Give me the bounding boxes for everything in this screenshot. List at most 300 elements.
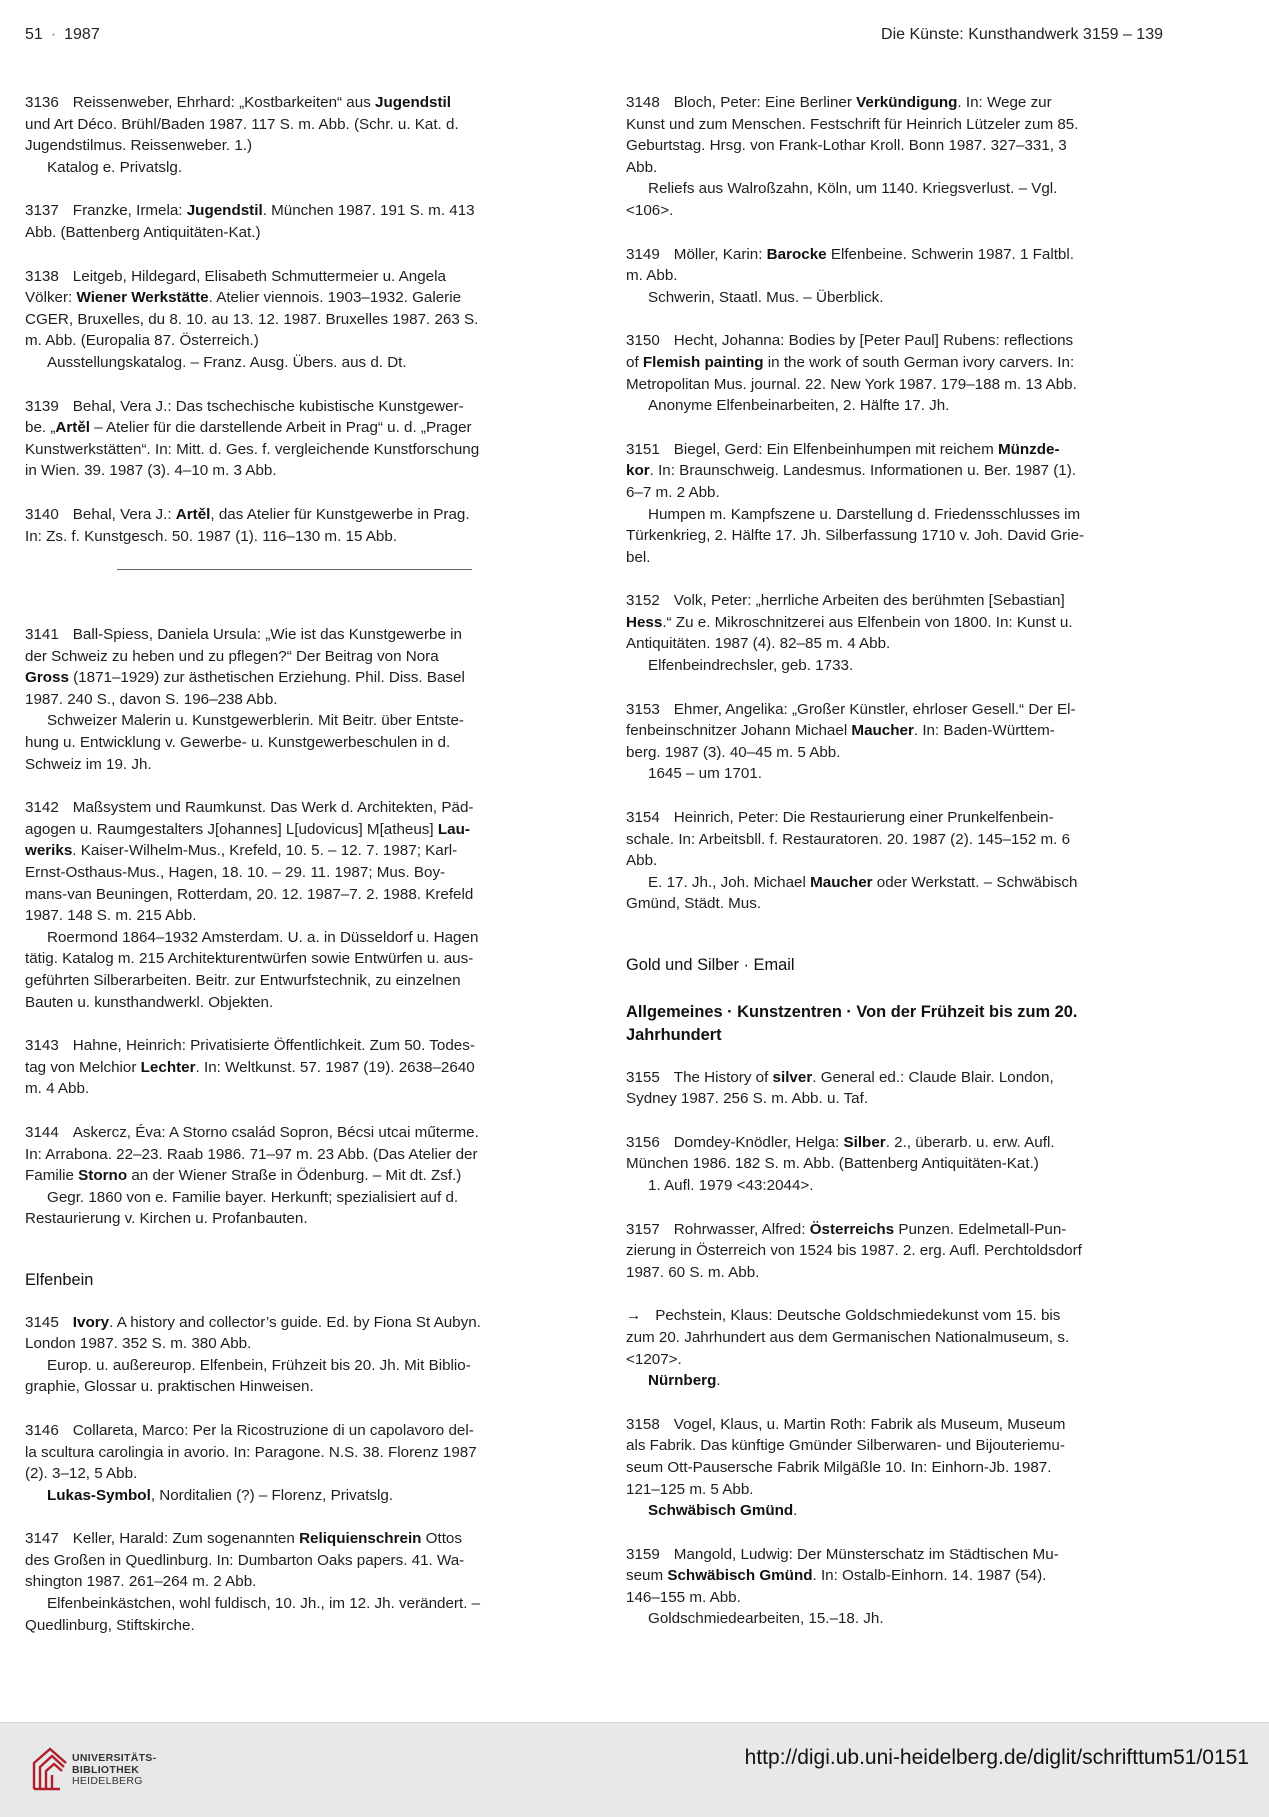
entry-number: 3140	[25, 505, 59, 523]
entry-line	[25, 1057, 561, 1079]
bibliography-entry	[25, 1035, 561, 1100]
text-run: (1871–1929) zur ästhetischen Erziehung. Phil. Diss. Basel	[68, 669, 465, 687]
entry-line	[25, 417, 561, 439]
entry-line	[626, 742, 1162, 764]
text-run: Bloch, Peter: Eine Berliner	[673, 94, 857, 111]
text-run: Ernst-Osthaus-Mus., Hagen, 18. 10. – 29. 11. 1987; Mus. Boy-	[25, 864, 446, 882]
bibliography-entry	[626, 1544, 1162, 1630]
keyword: Nürnberg	[648, 1372, 717, 1390]
entry-number: 3159	[626, 1545, 660, 1563]
text-run: . 2., überarb. u. erw. Aufl.	[885, 1133, 1055, 1151]
entry-annotation-continued: bel.	[626, 548, 651, 566]
entry-line	[25, 200, 561, 222]
keyword: Maucher	[851, 722, 914, 740]
entry-annotation: Anonyme Elfenbeinarbeiten, 2. Hälfte 17. Jh.	[648, 397, 950, 415]
keyword: Lechter	[140, 1058, 196, 1076]
entry-line	[25, 862, 561, 884]
entry-line	[25, 840, 561, 862]
entry-line	[626, 1349, 1162, 1371]
entry-annotation	[626, 1500, 1162, 1522]
keyword: Flemish painting	[642, 353, 764, 371]
entry-number: 3144	[25, 1123, 59, 1141]
text-run: Heinrich, Peter: Die Restaurierung einer Prunkelfenbein-	[673, 809, 1054, 827]
entry-line	[626, 1305, 1162, 1327]
keyword: kor	[626, 462, 650, 480]
left-column	[25, 92, 561, 1658]
text-run: Abb.	[626, 852, 658, 870]
text-run: Keller, Harald: Zum sogenannten	[72, 1530, 300, 1548]
entry-line	[626, 92, 1162, 114]
entry-line	[626, 699, 1162, 721]
keyword: Ivory	[72, 1313, 110, 1331]
entry-number: 3152	[626, 592, 660, 610]
text-run: Punzen. Edelmetall-Pun-	[894, 1220, 1067, 1238]
entry-line	[626, 1435, 1162, 1457]
entry-annotation-continued: tätig. Katalog m. 215 Architekturentwürfen sowie Entwürfen u. aus-	[25, 950, 474, 968]
text-run: berg. 1987 (3). 40–45 m. 5 Abb.	[626, 743, 841, 761]
entry-line	[25, 396, 561, 418]
entry-line	[626, 1240, 1162, 1262]
section-heading: Gold und Silber · Email	[626, 956, 795, 974]
text-run: schale. In: Arbeitsbll. f. Restauratoren. 20. 1987 (2). 145–152 m. 6	[626, 830, 1071, 848]
text-run: London 1987. 352 S. m. 380 Abb.	[25, 1335, 252, 1353]
text-run: seum	[626, 1567, 668, 1585]
text-run: . In: Ostalb-Einhorn. 14. 1987 (54).	[812, 1567, 1047, 1585]
text-run: zum 20. Jahrhundert aus dem Germanischen Nationalmuseum, s.	[626, 1328, 1070, 1346]
keyword: Storno	[78, 1167, 128, 1185]
page-header	[25, 26, 1163, 50]
text-run: Biegel, Gerd: Ein Elfenbeinhumpen mit reichem	[673, 440, 998, 458]
text-run: , das Atelier für Kunstgewerbe in Prag.	[210, 505, 470, 523]
entry-line	[25, 114, 561, 136]
text-run: Kunst und zum Menschen. Festschrift für Heinrich Lützeler zum 85.	[626, 115, 1079, 133]
text-run: 1987. 60 S. m. Abb.	[626, 1263, 760, 1281]
text-run: des Großen in Quedlinburg. In: Dumbarton Oaks papers. 41. Wa-	[25, 1551, 465, 1569]
entry-line	[626, 352, 1162, 374]
keyword: Wiener Werkstätte	[76, 289, 209, 307]
entry-annotation: Europ. u. außereurop. Elfenbein, Frühzeit bis 20. Jh. Mit Biblio-	[47, 1356, 471, 1374]
entry-line	[25, 1420, 561, 1442]
text-run: Abb. (Battenberg Antiquitäten-Kat.)	[25, 223, 261, 241]
entry-line	[626, 807, 1162, 829]
entry-line	[25, 624, 561, 646]
keyword: Verkündigung	[856, 94, 958, 111]
text-run: Volk, Peter: „herrliche Arbeiten des berühmten [Sebastian]	[673, 592, 1065, 610]
text-run: 146–155 m. Abb.	[626, 1588, 741, 1606]
text-run: Behal, Vera J.: Das tschechische kubistische Kunstgewer-	[72, 397, 464, 415]
section-heading: Elfenbein	[25, 1270, 94, 1289]
entry-line	[626, 135, 1162, 157]
text-run: als Fabrik. Das künftige Gmünder Silberwaren- und Bijouteriemu-	[626, 1437, 1065, 1455]
text-run: Geburtstag. Hrsg. von Frank-Lothar Kroll. Bonn 1987. 327–331, 3	[626, 137, 1067, 155]
bibliography-entry	[25, 624, 561, 775]
entry-line	[626, 374, 1162, 396]
text-run: Möller, Karin:	[673, 245, 767, 263]
text-run: Ehmer, Angelika: „Großer Künstler, ehrloser Gesell.“ Der El-	[673, 700, 1076, 718]
text-run: . In: Weltkunst. 57. 1987 (19). 2638–2640	[195, 1058, 475, 1076]
entry-annotation: 1645 – um 1701.	[648, 765, 762, 783]
entry-line	[626, 612, 1162, 634]
entry-number: 3138	[25, 267, 59, 285]
text-run: . München 1987. 191 S. m. 413	[262, 202, 475, 220]
right-column	[626, 92, 1162, 1652]
entry-line	[626, 1153, 1162, 1175]
text-run: in the work of south German ivory carvers. In:	[763, 353, 1075, 371]
entry-number: 3141	[25, 626, 59, 644]
text-run: Sydney 1987. 256 S. m. Abb. u. Taf.	[626, 1090, 869, 1108]
text-run: (2). 3–12, 5 Abb.	[25, 1465, 138, 1483]
entry-line	[25, 266, 561, 288]
text-run: . Atelier viennois. 1903–1932. Galerie	[208, 289, 462, 307]
bibliography-entry	[25, 1420, 561, 1506]
text-run: E. 17. Jh., Joh. Michael	[648, 873, 811, 891]
entry-number: 3156	[626, 1133, 660, 1151]
keyword: Schwäbisch Gmünd	[648, 1502, 794, 1520]
bibliography-entry	[25, 92, 561, 178]
entry-line	[626, 157, 1162, 179]
entry-line	[25, 309, 561, 331]
text-run: seum Ott-Pausersche Fabrik Milgäßle 10. In: Einhorn-Jb. 1987.	[626, 1458, 1052, 1476]
text-run: Ottos	[421, 1530, 462, 1548]
text-run: The History of	[673, 1068, 773, 1086]
entry-line	[25, 1463, 561, 1485]
text-run: Abb.	[626, 158, 658, 176]
entry-number: 3145	[25, 1313, 59, 1331]
header-left: 51 · 1987	[25, 26, 100, 43]
text-run: der Schweiz zu heben und zu pflegen?“ Der Beitrag von Nora	[25, 647, 439, 665]
entry-line	[25, 667, 561, 689]
keyword: Reliquienschrein	[299, 1530, 422, 1548]
text-run: shington 1987. 261–264 m. 2 Abb.	[25, 1573, 257, 1591]
text-run: zierung in Österreich von 1524 bis 1987. 2. erg. Aufl. Perchtoldsdorf	[626, 1242, 1082, 1260]
text-run: mans-van Beuningen, Rotterdam, 20. 12. 1987–7. 2. 1988. Krefeld	[25, 885, 474, 903]
entry-annotation: Goldschmiedearbeiten, 15.–18. Jh.	[648, 1610, 884, 1628]
text-run: 1987. 148 S. m. 215 Abb.	[25, 907, 197, 925]
entry-line	[25, 797, 561, 819]
entry-number: 3137	[25, 202, 59, 220]
entry-annotation: Ausstellungskatalog. – Franz. Ausg. Übers. aus d. Dt.	[47, 353, 407, 371]
entry-number: 3155	[626, 1068, 660, 1086]
entry-annotation: Schwerin, Staatl. Mus. – Überblick.	[648, 288, 884, 306]
entry-line	[626, 244, 1162, 266]
text-run: Vogel, Klaus, u. Martin Roth: Fabrik als Museum, Museum	[673, 1415, 1066, 1433]
text-run: Leitgeb, Hildegard, Elisabeth Schmuttermeier u. Angela	[72, 267, 446, 285]
entry-number: 3143	[25, 1037, 59, 1055]
entry-line	[25, 1333, 561, 1355]
text-run: Pechstein, Klaus: Deutsche Goldschmiedekunst vom 15. bis	[655, 1307, 1061, 1325]
entry-line	[25, 1144, 561, 1166]
entry-number: 3147	[25, 1530, 59, 1548]
text-run: 1987. 240 S., davon S. 196–238 Abb.	[25, 690, 278, 708]
entry-line	[626, 114, 1162, 136]
text-run: an der Wiener Straße in Ödenburg. – Mit dt. Zsf.)	[127, 1167, 462, 1185]
entry-line	[626, 720, 1162, 742]
entry-annotation-continued: Türkenkrieg, 2. Hälfte 17. Jh. Silberfassung 1710 v. Joh. David Grie-	[626, 527, 1085, 545]
keyword: Jugendstil	[375, 94, 451, 111]
entry-number: 3142	[25, 799, 59, 817]
keyword: Hess	[626, 613, 663, 631]
bibliography-entry	[626, 330, 1162, 416]
keyword: Artěl	[55, 419, 90, 437]
text-run: München 1986. 182 S. m. Abb. (Battenberg Antiquitäten-Kat.)	[626, 1155, 1039, 1173]
logo-line: HEIDELBERG	[72, 1775, 143, 1787]
logo-line: UNIVERSITÄTS-	[72, 1752, 157, 1764]
keyword: Silber	[843, 1133, 886, 1151]
keyword: Gross	[25, 669, 69, 687]
source-url-link[interactable]: http://digi.ub.uni-heidelberg.de/diglit/schrifttum51/0151	[744, 1746, 1249, 1769]
entry-line	[25, 1528, 561, 1550]
entry-number: 3146	[25, 1421, 59, 1439]
text-run: Behal, Vera J.:	[72, 505, 176, 523]
keyword: Münzde-	[997, 440, 1060, 458]
entry-annotation: Reliefs aus Walroßzahn, Köln, um 1140. Kriegsverlust. – Vgl.	[648, 180, 1058, 198]
entry-number: 3136	[25, 94, 59, 111]
entry-line	[626, 1067, 1162, 1089]
text-run: Rohrwasser, Alfred:	[673, 1220, 810, 1238]
bibliography-entry	[25, 504, 561, 547]
entry-line	[25, 884, 561, 906]
entry-annotation-continued: Quedlinburg, Stiftskirche.	[25, 1616, 195, 1634]
entry-line	[25, 905, 561, 927]
bibliography-entry	[626, 244, 1162, 309]
text-run: Reissenweber, Ehrhard: „Kostbarkeiten“ aus	[72, 94, 376, 111]
entry-line	[626, 1414, 1162, 1436]
header-year: 1987	[64, 26, 100, 43]
entry-annotation-continued: Bauten u. kunsthandwerkl. Objekten.	[25, 993, 274, 1011]
entry-number: 3157	[626, 1220, 660, 1238]
bibliography-entry	[626, 699, 1162, 785]
keyword: silver	[772, 1068, 813, 1086]
entry-line	[25, 1035, 561, 1057]
text-run: . In: Braunschweig. Landesmus. Informationen u. Ber. 1987 (1).	[649, 462, 1076, 480]
entry-line	[626, 1479, 1162, 1501]
logo-line: BIBLIOTHEK	[72, 1763, 140, 1776]
entry-line	[626, 633, 1162, 655]
entry-annotation-continued: Gmünd, Städt. Mus.	[626, 895, 762, 913]
entry-number: 3151	[626, 440, 660, 458]
keyword: Schwäbisch Gmünd	[667, 1567, 813, 1585]
entry-line	[626, 1544, 1162, 1566]
text-run: 121–125 m. 5 Abb.	[626, 1480, 754, 1498]
keyword: weriks	[25, 842, 73, 860]
entry-line	[25, 460, 561, 482]
text-run: . In: Baden-Württem-	[913, 722, 1055, 740]
text-run: Metropolitan Mus. journal. 22. New York 1987. 179–188 m. 13 Abb.	[626, 375, 1077, 393]
keyword: Lukas-Symbol	[47, 1486, 151, 1504]
entry-line	[626, 330, 1162, 352]
keyword: Barocke	[766, 245, 827, 263]
text-run: .“ Zu e. Mikroschnitzerei aus Elfenbein von 1800. In: Kunst u.	[662, 613, 1073, 631]
text-run: . In: Wege zur	[957, 94, 1052, 111]
entry-annotation: Schweizer Malerin u. Kunstgewerblerin. Mit Beitr. über Entste-	[47, 712, 464, 730]
entry-annotation-continued: Schweiz im 19. Jh.	[25, 755, 152, 773]
text-run: in Wien. 39. 1987 (3). 4–10 m. 3 Abb.	[25, 462, 277, 480]
entry-number: 3150	[626, 332, 660, 350]
entry-line	[626, 850, 1162, 872]
entry-line	[25, 1078, 561, 1100]
bibliography-entry	[626, 1414, 1162, 1522]
text-run: Maßsystem und Raumkunst. Das Werk d. Architekten, Päd-	[72, 799, 474, 817]
entry-line	[25, 1122, 561, 1144]
entry-number: →	[626, 1307, 642, 1325]
text-run: agogen u. Raumgestalters J[ohannes] L[udovicus] M[atheus]	[25, 820, 438, 838]
bibliography-entry	[626, 807, 1162, 915]
university-library-logo-icon	[30, 1745, 70, 1793]
text-run: Völker:	[25, 289, 77, 307]
entry-line	[25, 646, 561, 668]
entry-number: 3154	[626, 809, 660, 827]
text-run: CGER, Bruxelles, du 8. 10. au 13. 12. 1987. Bruxelles 1987. 263 S.	[25, 310, 479, 328]
entry-annotation: Katalog e. Privatslg.	[47, 158, 183, 176]
text-run: Domdey-Knödler, Helga:	[673, 1133, 844, 1151]
bibliography-entry	[25, 200, 561, 243]
bibliography-entry	[25, 1528, 561, 1636]
entry-annotation-continued: <106>.	[626, 201, 674, 219]
bibliography-entry	[626, 1067, 1162, 1110]
entry-annotation	[626, 872, 1162, 894]
text-run: la scultura carolingia in avorio. In: Paragone. N.S. 38. Florenz 1987	[25, 1443, 477, 1461]
entry-line	[25, 222, 561, 244]
entry-line	[626, 1088, 1162, 1110]
bibliography-entry	[25, 1122, 561, 1230]
entry-number: 3139	[25, 397, 59, 415]
footer-bar	[0, 1722, 1269, 1817]
entry-annotation-continued: geführten Silberarbeiten. Beitr. zur Entwurfstechnik, zu einzelnen	[25, 972, 461, 989]
section-divider	[117, 569, 472, 570]
bibliography-entry	[25, 1312, 561, 1398]
entry-annotation-continued: Restaurierung v. Kirchen u. Profanbauten.	[25, 1210, 308, 1228]
entry-line	[25, 135, 561, 157]
entry-annotation-continued: hung u. Entwicklung v. Gewerbe- u. Kunstgewerbeschulen in d.	[25, 734, 451, 752]
entry-line	[25, 92, 561, 114]
text-run: 6–7 m. 2 Abb.	[626, 483, 720, 501]
text-run: Askercz, Éva: A Storno család Sopron, Bécsi utcai műterme.	[72, 1123, 479, 1141]
text-run: .	[716, 1372, 721, 1390]
entry-number: 3158	[626, 1415, 660, 1433]
entry-annotation: Gegr. 1860 von e. Familie bayer. Herkunft; spezialisiert auf d.	[47, 1188, 459, 1206]
bibliography-entry	[626, 92, 1162, 222]
text-run: m. Abb. (Europalia 87. Österreich.)	[25, 332, 259, 350]
text-run: . General ed.: Claude Blair. London,	[812, 1068, 1054, 1086]
entry-line	[25, 1312, 561, 1334]
text-run: Antiquitäten. 1987 (4). 82–85 m. 4 Abb.	[626, 635, 891, 653]
entry-line	[25, 1571, 561, 1593]
entry-line	[626, 1132, 1162, 1154]
bibliography-entry	[626, 439, 1162, 569]
entry-number: 3148	[626, 94, 660, 111]
text-run: Kunstwerkstätten“. In: Mitt. d. Ges. f. vergleichende Kunstforschung	[25, 440, 480, 458]
entry-line	[25, 330, 561, 352]
header-section-title: Die Künste: Kunsthandwerk 3159 – 139	[881, 26, 1163, 43]
entry-line	[626, 1565, 1162, 1587]
entry-line	[25, 819, 561, 841]
bibliography-entry	[626, 1305, 1162, 1391]
entry-line	[626, 829, 1162, 851]
text-run: In: Zs. f. Kunstgesch. 50. 1987 (1). 116–130 m. 15 Abb.	[25, 527, 398, 545]
keyword: Lau-	[437, 820, 470, 838]
entry-line	[626, 460, 1162, 482]
text-run: , Norditalien (?) – Florenz, Privatslg.	[150, 1486, 394, 1504]
text-run: Mangold, Ludwig: Der Münsterschatz im Städtischen Mu-	[673, 1545, 1059, 1563]
entry-line	[626, 482, 1162, 504]
bibliography-entry	[626, 1132, 1162, 1197]
entry-annotation: Elfenbeindrechsler, geb. 1733.	[648, 657, 854, 675]
entry-line	[626, 1587, 1162, 1609]
bibliography-entry	[626, 590, 1162, 676]
subsection-heading: Allgemeines · Kunstzentren · Von der Frühzeit bis zum 20. Jahrhundert	[626, 1002, 1078, 1044]
entry-line	[25, 1442, 561, 1464]
entry-line	[25, 1550, 561, 1572]
text-run: of	[626, 353, 643, 371]
entry-line	[25, 1165, 561, 1187]
text-run: tag von Melchior	[25, 1058, 141, 1076]
entry-line	[25, 287, 561, 309]
entry-line	[626, 1327, 1162, 1349]
text-run: Familie	[25, 1167, 79, 1185]
text-run: .	[793, 1502, 798, 1520]
entry-number: 3149	[626, 245, 660, 263]
bibliography-entry	[626, 1219, 1162, 1284]
text-run: be. „	[25, 419, 56, 437]
keyword: Österreichs	[809, 1220, 895, 1238]
text-run: Ball-Spiess, Daniela Ursula: „Wie ist das Kunstgewerbe in	[72, 626, 462, 644]
text-run: fenbeinschnitzer Johann Michael	[626, 722, 852, 740]
text-run: Hahne, Heinrich: Privatisierte Öffentlichkeit. Zum 50. Todes-	[72, 1037, 475, 1055]
text-run: und Art Déco. Brühl/Baden 1987. 117 S. m. Abb. (Schr. u. Kat. d.	[25, 115, 459, 133]
bibliography-entry	[25, 266, 561, 374]
entry-line	[626, 265, 1162, 287]
entry-annotation	[626, 1370, 1162, 1392]
entry-annotation-continued: graphie, Glossar u. praktischen Hinweisen.	[25, 1378, 314, 1396]
entry-annotation: Humpen m. Kampfszene u. Darstellung d. Friedensschlusses im	[648, 505, 1081, 523]
text-run: . A history and collector’s guide. Ed. by Fiona St Aubyn.	[109, 1313, 481, 1331]
text-run: Jugendstilmus. Reissenweber. 1.)	[25, 137, 253, 155]
text-run: Hecht, Johanna: Bodies by [Peter Paul] Rubens: reflections	[673, 332, 1074, 350]
text-run: m. 4 Abb.	[25, 1080, 90, 1098]
text-run: Franzke, Irmela:	[72, 202, 187, 220]
text-run: Elfenbeine. Schwerin 1987. 1 Faltbl.	[826, 245, 1074, 263]
entry-line	[626, 1457, 1162, 1479]
text-run: In: Arrabona. 22–23. Raab 1986. 71–97 m. 23 Abb. (Das Atelier der	[25, 1145, 478, 1163]
entry-line	[25, 439, 561, 461]
keyword: Artěl	[175, 505, 211, 523]
bibliography-entry	[25, 396, 561, 482]
entry-annotation: Roermond 1864–1932 Amsterdam. U. a. in Düsseldorf u. Hagen	[47, 928, 479, 946]
entry-line	[25, 526, 561, 548]
keyword: Maucher	[810, 873, 873, 891]
entry-annotation: Elfenbeinkästchen, wohl fuldisch, 10. Jh., im 12. Jh. verändert. –	[47, 1595, 481, 1613]
text-run: . Kaiser-Wilhelm-Mus., Krefeld, 10. 5. – 12. 7. 1987; Karl-	[72, 842, 458, 860]
page-number: 51	[25, 26, 43, 43]
text-run: m. Abb.	[626, 267, 678, 285]
entry-line	[25, 689, 561, 711]
entry-line	[626, 590, 1162, 612]
text-run: oder Werkstatt. – Schwäbisch	[872, 873, 1078, 891]
entry-line	[25, 504, 561, 526]
text-run: <1207>.	[626, 1350, 682, 1368]
entry-line	[626, 439, 1162, 461]
keyword: Jugendstil	[186, 202, 263, 220]
entry-annotation: 1. Aufl. 1979 <43:2044>.	[648, 1176, 814, 1194]
entry-number: 3153	[626, 700, 660, 718]
bibliography-entry	[25, 797, 561, 1013]
entry-line	[626, 1219, 1162, 1241]
text-run: Collareta, Marco: Per la Ricostruzione di un capolavoro del-	[72, 1421, 474, 1439]
text-run: – Atelier für die darstellende Arbeit in Prag“ u. d. „Prager	[90, 419, 472, 437]
entry-line	[626, 1262, 1162, 1284]
library-logo-text	[72, 1753, 156, 1788]
entry-annotation	[25, 1485, 561, 1507]
